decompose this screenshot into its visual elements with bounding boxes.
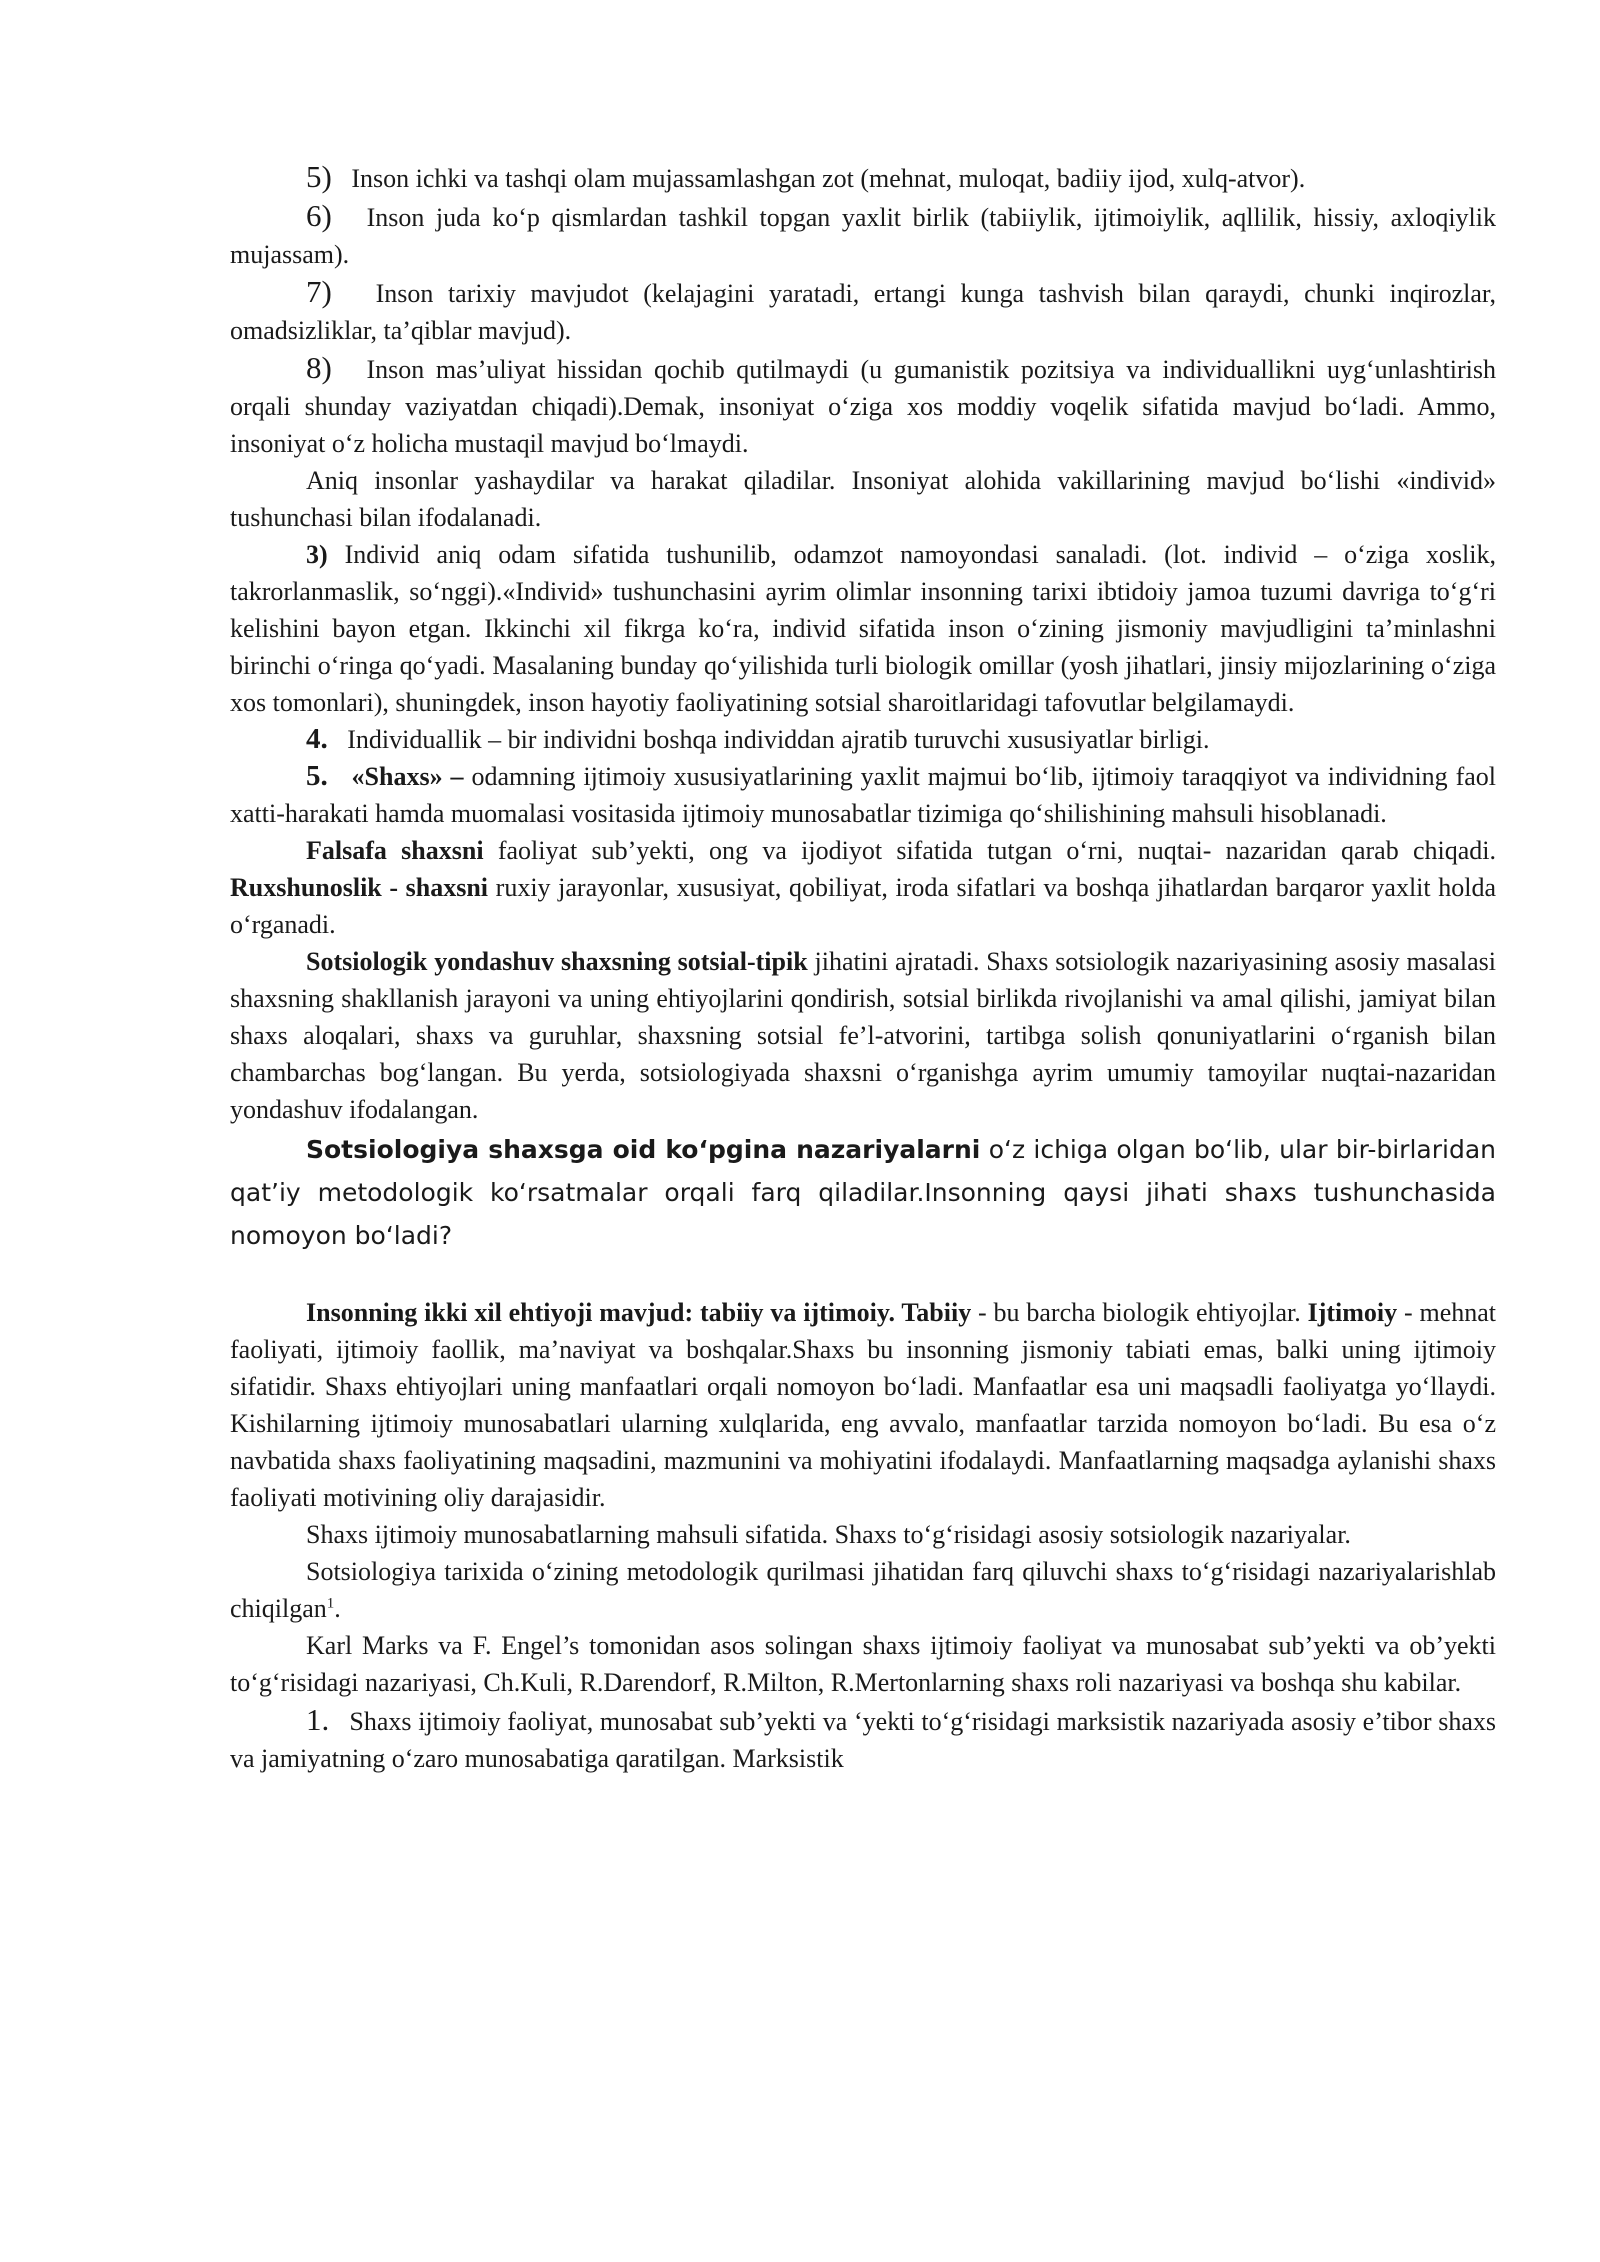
- paragraph-individ-definition: [230, 536, 1496, 721]
- paragraph-tarix: [230, 1553, 1496, 1627]
- document-body: [230, 158, 1496, 1777]
- paragraph-mahsul: [230, 1516, 1496, 1553]
- paragraph-ehtiyoj: [230, 1294, 1496, 1516]
- list-number: 5): [306, 159, 332, 194]
- paragraph-6: [230, 197, 1496, 273]
- paragraph-shaxs: [230, 758, 1496, 832]
- paragraph-text: Inson ichki va tashqi olam mujassamlashgan zot (mehnat, muloqat, badiiy ijod, xulq-atvor).: [351, 164, 1306, 193]
- paragraph-text: Inson mas’uliyat hissidan qochib qutilmaydi (u gumanistik pozitsiya va individuallikni uyg‘unlashtirish orqali shunday vaziyatdan chiqadi).Demak, insoniyat o‘ziga xos moddiy voqelik sifatida mavjud bo‘ladi. Ammo, insoniyat o‘z holicha mustaqil mavjud bo‘lmaydi.: [230, 355, 1497, 458]
- paragraph-text: Aniq insonlar yashaydilar va harakat qiladilar. Insoniyat alohida vakillarining mavjud bo‘lishi «individ» tushunchasi bilan ifodalanadi.: [230, 466, 1496, 532]
- paragraph-marksistik: [230, 1701, 1496, 1777]
- bold-term: Ijtimoiy: [1307, 1298, 1398, 1327]
- paragraph-text: Karl Marks va F. Engel’s tomonidan asos solingan shaxs ijtimoiy faoliyat va munosabat sub’yekti va ob’yekti to‘g‘risidagi nazariyasi, Ch.Kuli, R.Darendorf, R.Milton, R.Mertonlarning shaxs roli nazariyasi va boshqa shu kabilar.: [230, 1631, 1496, 1697]
- bold-term: Sotsiologik yondashuv shaxsning sotsial-tipik: [306, 947, 808, 976]
- list-number: 8): [306, 350, 332, 385]
- bold-term: Falsafa shaxsni: [306, 836, 484, 865]
- paragraph-7: [230, 273, 1496, 349]
- paragraph-text: Shaxs ijtimoiy faoliyat, munosabat sub’yekti va ‘yekti to‘g‘risidagi marksistik nazariyada asosiy e’tibor shaxs va jamiyatning o‘zaro munosabatiga qaratilgan. Marksistik: [230, 1707, 1497, 1773]
- paragraph-text: jihatini ajratadi. Shaxs sotsiologik nazariyasining asosiy masalasi shaxsning shakllanish jarayoni va uning ehtiyojlarini qondirish, sotsial birlikda rivojlanishi va amal qilishi, jamiyat bilan shaxs aloqalari, shaxs va guruhlar, shaxsning sotsial fe’l-atvorini, tartibga solish qonuniyatlarini o‘rganish bilan chambarchas bog‘langan. Bu yerda, sotsiologiyada shaxsni o‘rganishga ayrim umumiy tamoyilar nuqtai-nazaridan yondashuv ifodalangan.: [230, 947, 1497, 1124]
- paragraph-text: Sotsiologiya tarixida o‘zining metodologik qurilmasi jihatidan farq qiluvchi shaxs to‘g‘risidagi nazariyalarishlab chiqilgan: [230, 1557, 1496, 1623]
- bold-term: Insonning ikki xil ehtiyoji mavjud: tabiiy va ijtimoiy. Tabiiy: [306, 1298, 972, 1327]
- paragraph-text: ruxiy jarayonlar, xususiyat, qobiliyat, iroda sifatlari va boshqa jihatlardan barqaror yaxlit holda o‘rganadi.: [230, 873, 1496, 939]
- paragraph-5: [230, 158, 1496, 197]
- blank-line: [230, 1257, 1496, 1294]
- paragraph-text: odamning ijtimoiy xususiyatlarining yaxlit majmui bo‘lib, ijtimoiy taraqqiyot va individning faol xatti-harakati hamda muomalasi vositasida ijtimoiy munosabatlar tizimiga qo‘shilishining mahsuli hisoblanadi.: [230, 762, 1497, 828]
- list-number: 4.: [306, 723, 328, 755]
- list-number: 7): [306, 274, 332, 309]
- list-number: 1.: [306, 1702, 330, 1737]
- bold-term: Sotsiologiya shaxsga oid ko‘pgina nazariyalarni: [306, 1135, 981, 1164]
- paragraph-individ-intro: [230, 462, 1496, 536]
- paragraph-nazariyalar: [230, 1128, 1496, 1257]
- list-number: 5.: [306, 760, 328, 792]
- paragraph-text: Inson juda ko‘p qismlardan tashkil topgan yaxlit birlik (tabiiylik, ijtimoiylik, aqllilik, hissiy, axloqiylik mujassam).: [230, 203, 1497, 269]
- footnote-marker: 1: [326, 1595, 335, 1612]
- paragraph-sotsiologik-yondashuv: [230, 943, 1496, 1128]
- paragraph-punct: .: [334, 1594, 341, 1623]
- list-number: 3): [306, 540, 328, 569]
- bold-term: «Shaxs» –: [351, 762, 464, 791]
- paragraph-falsafa: [230, 832, 1496, 943]
- paragraph-text: Inson tarixiy mavjudot (kelajagini yaratadi, ertangi kunga tashvish bilan qaraydi, chunki inqirozlar, omadsizliklar, ta’qiblar mavjud).: [230, 279, 1496, 345]
- paragraph-8: [230, 349, 1496, 462]
- paragraph-text: o‘z ichiga olgan bo‘lib, ular bir-birlaridan qat’iy metodologik ko‘rsatmalar orqali farq qiladilar.Insonning qaysi jihati shaxs tushunchasida nomoyon bo‘ladi?: [230, 1135, 1496, 1250]
- paragraph-text: - mehnat faoliyati, ijtimoiy faollik, ma’naviyat va boshqalar.Shaxs bu insonning jismoniy tabiati emas, balki uning ijtimoiy sifatidir. Shaxs ehtiyojlari uning manfaatlari orqali nomoyon bo‘ladi. Manfaatlar esa uni maqsadli faoliyatga yo‘llaydi. Kishilarning ijtimoiy munosabatlari ularning xulqlarida, eng avvalo, manfaatlar tarzida nomoyon bo‘ladi. Bu esa o‘z navbatida shaxs faoliyatining maqsadini, mazmunini va mohiyatini ifodalaydi. Manfaatlarning maqsadga aylanishi shaxs faoliyati motivining oliy darajasidir.: [230, 1298, 1496, 1512]
- paragraph-text: Individuallik – bir individni boshqa individdan ajratib turuvchi xususiyatlar birligi.: [347, 725, 1210, 754]
- paragraph-individuallik: [230, 721, 1496, 758]
- paragraph-text: Shaxs ijtimoiy munosabatlarning mahsuli sifatida. Shaxs to‘g‘risidagi asosiy sotsiologik nazariyalar.: [306, 1520, 1351, 1549]
- bold-term: Ruxshunoslik - shaxsni: [230, 873, 489, 902]
- paragraph-marks: [230, 1627, 1496, 1701]
- paragraph-text: faoliyat sub’yekti, ong va ijodiyot sifatida tutgan o‘rni, nuqtai- nazaridan qarab chiqadi.: [497, 836, 1496, 865]
- paragraph-text: Individ aniq odam sifatida tushunilib, odamzot namoyondasi sanaladi. (lot. individ – o‘ziga xoslik, takrorlanmaslik, so‘nggi).«Individ» tushunchasini ayrim olimlar insonning tarixi ibtidoiy jamoa tuzumi davriga to‘g‘ri kelishini bayon etgan. Ikkinchi xil fikrga ko‘ra, individ sifatida inson o‘zining jismoniy mavjudligini ta’minlashni birinchi o‘ringa qo‘yadi. Masalaning bunday qo‘yilishida turli biologik omillar (yosh jihatlari, jinsiy mijozlarining o‘ziga xos tomonlari), shuningdek, inson hayotiy faoliyatining sotsial sharoitlaridagi tafovutlar belgilamaydi.: [230, 540, 1496, 717]
- list-number: 6): [306, 198, 332, 233]
- paragraph-text: - bu barcha biologik ehtiyojlar.: [978, 1298, 1301, 1327]
